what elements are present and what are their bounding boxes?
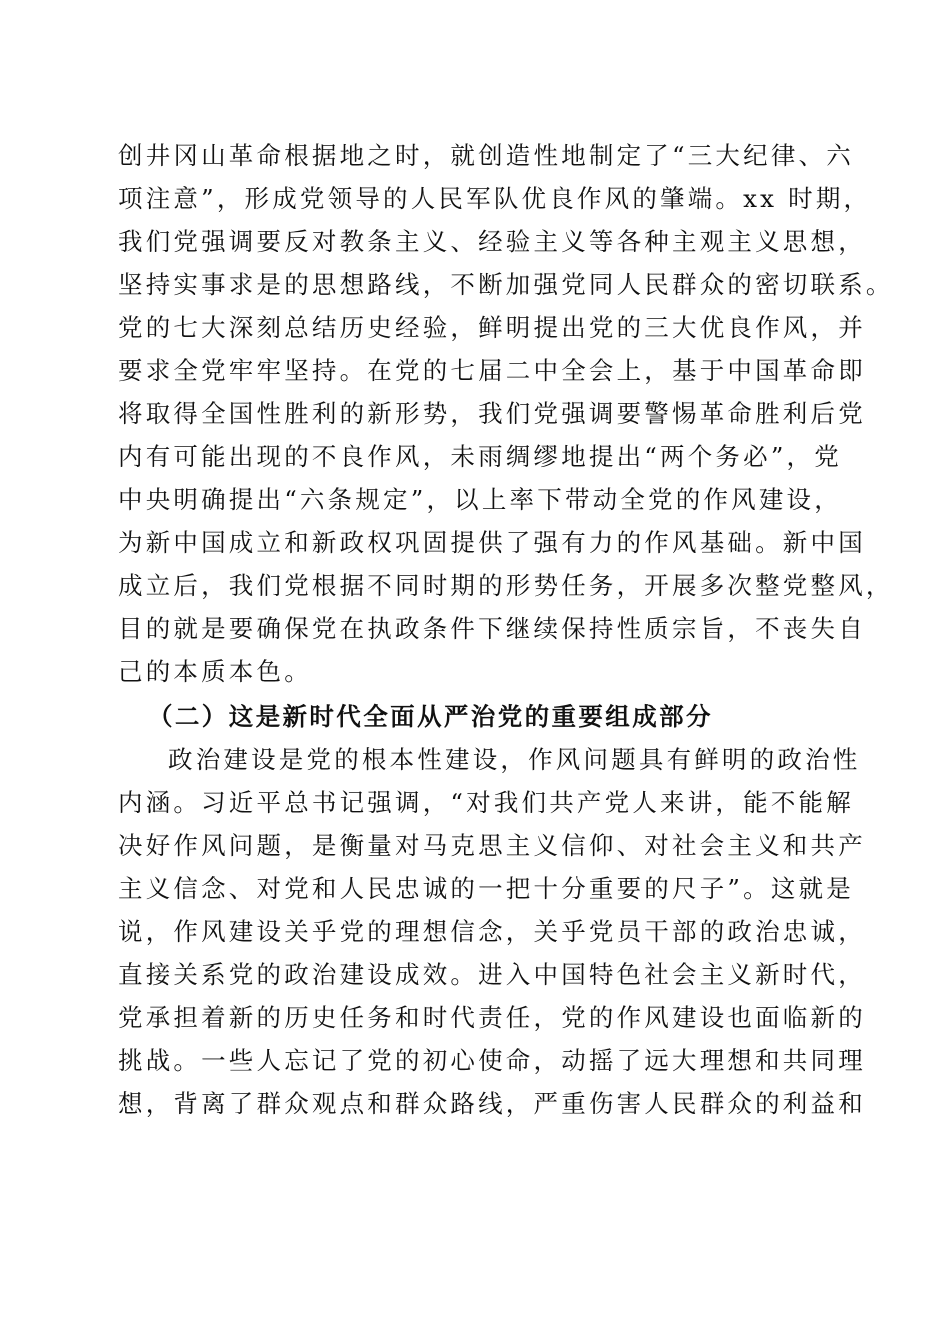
paragraph-2-line: 决好作风问题，是衡量对马克思主义信仰、对社会主义和共产 bbox=[118, 831, 866, 860]
paragraph-2-line: 政治建设是党的根本性建设，作风问题具有鲜明的政治性 bbox=[168, 745, 861, 774]
paragraph-1-line: 项注意”，形成党领导的人民军队优良作风的肇端。xx 时期， bbox=[118, 184, 872, 213]
paragraph-1-line: 中央明确提出“六条规定”，以上率下带动全党的作风建设， bbox=[118, 485, 842, 514]
section-heading: （二）这是新时代全面从严治党的重要组成部分 bbox=[148, 702, 713, 731]
paragraph-2-line: 党承担着新的历史任务和时代责任，党的作风建设也面临新的 bbox=[118, 1003, 866, 1032]
paragraph-2-line: 挑战。一些人忘记了党的初心使命，动摇了远大理想和共同理 bbox=[118, 1046, 866, 1075]
paragraph-1-line: 目的就是要确保党在执政条件下继续保持性质宗旨，不丧失自 bbox=[118, 614, 866, 643]
paragraph-1-line: 创井冈山革命根据地之时，就创造性地制定了“三大纪律、六 bbox=[118, 141, 854, 170]
paragraph-2-line: 主义信念、对党和人民忠诚的一把十分重要的尺子”。这就是 bbox=[118, 874, 854, 903]
paragraph-1-line: 内有可能出现的不良作风，未雨绸缪地提出“两个务必”，党 bbox=[118, 442, 842, 471]
paragraph-1-line: 要求全党牢牢坚持。在党的七届二中全会上，基于中国革命即 bbox=[118, 356, 866, 385]
paragraph-1-line: 己的本质本色。 bbox=[118, 657, 312, 686]
paragraph-1-line: 成立后，我们党根据不同时期的形势任务，开展多次整党整风， bbox=[118, 571, 894, 600]
paragraph-2-line: 直接关系党的政治建设成效。进入中国特色社会主义新时代， bbox=[118, 960, 866, 989]
paragraph-1-line: 坚持实事求是的思想路线，不断加强党同人民群众的密切联系。 bbox=[118, 270, 894, 299]
paragraph-1-line: 将取得全国性胜利的新形势，我们党强调要警惕革命胜利后党 bbox=[118, 399, 866, 428]
paragraph-2-line: 内涵。习近平总书记强调，“对我们共产党人来讲，能不能解 bbox=[118, 788, 854, 817]
paragraph-2-line: 想，背离了群众观点和群众路线，严重伤害人民群众的利益和 bbox=[118, 1089, 866, 1118]
paragraph-1-line: 我们党强调要反对教条主义、经验主义等各种主观主义思想， bbox=[118, 227, 866, 256]
paragraph-1-line: 为新中国成立和新政权巩固提供了强有力的作风基础。新中国 bbox=[118, 528, 866, 557]
paragraph-2-line: 说，作风建设关乎党的理想信念，关乎党员干部的政治忠诚， bbox=[118, 917, 866, 946]
paragraph-1-line: 党的七大深刻总结历史经验，鲜明提出党的三大优良作风，并 bbox=[118, 313, 866, 342]
